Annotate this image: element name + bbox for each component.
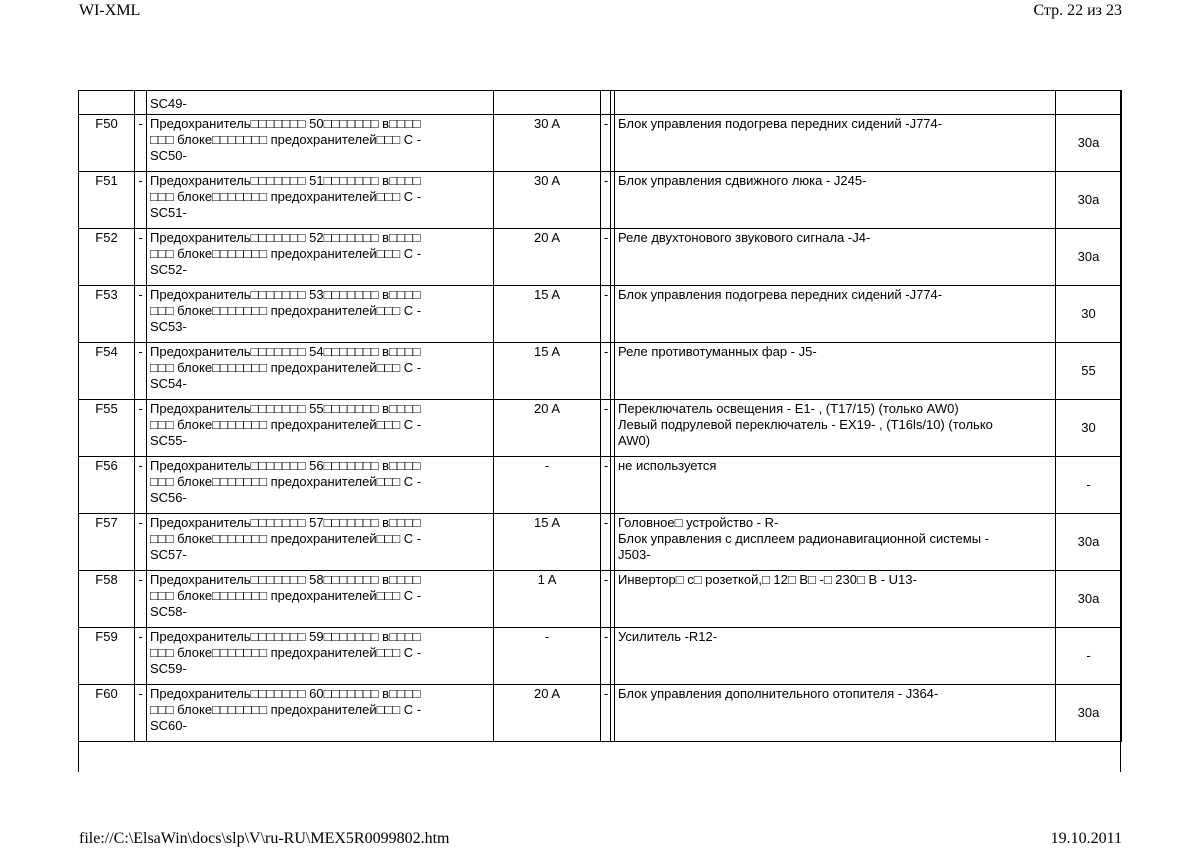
fuse-description-line: SC57- <box>150 547 187 562</box>
consumer-line: Левый подрулевой переключатель - EX19- , (T16ls/10) (только <box>618 417 993 432</box>
terminal-value: 30a <box>1056 685 1122 742</box>
fuse-description-cell <box>147 115 494 172</box>
table-row <box>79 514 1122 571</box>
fuse-description-line: □□□ блоке□□□□□□□ предохранителей□□□ C - <box>150 588 422 603</box>
fuse-amperage: 15 A <box>494 514 601 571</box>
fuse-description-line: □□□ блоке□□□□□□□ предохранителей□□□ C - <box>150 246 422 261</box>
consumer-cell <box>615 514 1056 571</box>
consumer-line: Усилитель -R12- <box>618 629 718 644</box>
fuse-amperage: - <box>494 628 601 685</box>
table-row <box>79 115 1122 172</box>
fuse-description-line: □□□ блоке□□□□□□□ предохранителей□□□ C - <box>150 132 422 147</box>
dash-cell: - <box>601 286 611 343</box>
table-row <box>79 343 1122 400</box>
dash-cell: - <box>135 628 147 685</box>
table-row <box>79 628 1122 685</box>
dash-cell: - <box>601 400 611 457</box>
consumer-line: не используется <box>618 458 717 473</box>
fuse-id: F50 <box>79 115 135 172</box>
dash-cell: - <box>135 172 147 229</box>
terminal-value: 30a <box>1056 115 1122 172</box>
consumer-line: Реле противотуманных фар - J5- <box>618 344 817 359</box>
fuse-id: F58 <box>79 571 135 628</box>
fuse-description-line: SC50- <box>150 148 187 163</box>
consumer-cell <box>615 91 1056 115</box>
table-row <box>79 571 1122 628</box>
amperage-cell <box>494 91 601 115</box>
fuse-amperage: 30 A <box>494 172 601 229</box>
fuse-amperage: 20 A <box>494 400 601 457</box>
dash-cell: - <box>135 685 147 742</box>
consumer-line: Блок управления сдвижного люка - J245- <box>618 173 867 188</box>
dash-cell: - <box>601 571 611 628</box>
fuse-amperage: 30 A <box>494 115 601 172</box>
table-row <box>79 457 1122 514</box>
fuse-description-line: □□□ блоке□□□□□□□ предохранителей□□□ C - <box>150 303 422 318</box>
fuse-description-line: SC53- <box>150 319 187 334</box>
fuse-description-line: Предохранитель□□□□□□□ 58□□□□□□□ в□□□□ <box>150 572 421 587</box>
terminal-value: 55 <box>1056 343 1122 400</box>
fuse-amperage: 15 A <box>494 343 601 400</box>
terminal-value: 30a <box>1056 229 1122 286</box>
fuse-description-line: SC55- <box>150 433 187 448</box>
dash-cell: - <box>601 457 611 514</box>
consumer-cell <box>615 115 1056 172</box>
terminal-value: 30a <box>1056 514 1122 571</box>
fuse-description-cell <box>147 400 494 457</box>
fuse-description-line: Предохранитель□□□□□□□ 57□□□□□□□ в□□□□ <box>150 515 421 530</box>
consumer-cell <box>615 400 1056 457</box>
fuse-id: F60 <box>79 685 135 742</box>
fuse-description-line: SC52- <box>150 262 187 277</box>
dash-cell: - <box>135 400 147 457</box>
fuse-description-cell <box>147 91 494 115</box>
fuse-id: F54 <box>79 343 135 400</box>
dash-cell <box>135 91 147 115</box>
consumer-line: J503- <box>618 547 651 562</box>
print-date: 19.10.2011 <box>1050 830 1122 847</box>
consumer-line: Переключатель освещения - E1- , (T17/15) (только AW0) <box>618 401 959 416</box>
fuse-description-cell <box>147 229 494 286</box>
fuse-id: F52 <box>79 229 135 286</box>
terminal-value: 30a <box>1056 571 1122 628</box>
dash-cell: - <box>601 685 611 742</box>
fuse-description-cell <box>147 286 494 343</box>
fuse-id: F59 <box>79 628 135 685</box>
consumer-cell <box>615 457 1056 514</box>
fuse-description-line: Предохранитель□□□□□□□ 53□□□□□□□ в□□□□ <box>150 287 421 302</box>
dash-cell: - <box>135 571 147 628</box>
dash-cell: - <box>601 115 611 172</box>
dash-cell: - <box>135 457 147 514</box>
dash-cell: - <box>601 514 611 571</box>
consumer-cell <box>615 343 1056 400</box>
table-row <box>79 286 1122 343</box>
fuse-amperage: 1 A <box>494 571 601 628</box>
consumer-cell <box>615 172 1056 229</box>
dash-cell: - <box>135 514 147 571</box>
fuse-description-line: SC51- <box>150 205 187 220</box>
consumer-line: Блок управления дополнительного отопителя - J364- <box>618 686 939 701</box>
table-row <box>79 172 1122 229</box>
dash-cell: - <box>601 343 611 400</box>
consumer-cell <box>615 685 1056 742</box>
consumer-line: Блок управления подогрева передних сидений -J774- <box>618 116 943 131</box>
consumer-cell <box>615 229 1056 286</box>
fuse-description-cell <box>147 514 494 571</box>
fuse-description-line: Предохранитель□□□□□□□ 55□□□□□□□ в□□□□ <box>150 401 421 416</box>
fuse-description-cell <box>147 343 494 400</box>
fuse-description-line: SC54- <box>150 376 187 391</box>
consumer-line: Блок управления подогрева передних сидений -J774- <box>618 287 943 302</box>
consumer-line: Реле двухтонового звукового сигнала -J4- <box>618 230 871 245</box>
fuse-id: F55 <box>79 400 135 457</box>
fuse-id: F53 <box>79 286 135 343</box>
consumer-line: AW0) <box>618 433 651 448</box>
fuse-description-line: SC56- <box>150 490 187 505</box>
fuse-amperage: 20 A <box>494 229 601 286</box>
fuse-id-cell <box>79 91 135 115</box>
terminal-value: - <box>1056 457 1122 514</box>
consumer-line: Блок управления с дисплеем радионавигационной системы - <box>618 531 989 546</box>
table-row <box>79 229 1122 286</box>
dash-cell: - <box>135 343 147 400</box>
table-row <box>79 685 1122 742</box>
terminal-value: 30a <box>1056 172 1122 229</box>
fuse-table <box>78 90 1122 742</box>
dash-cell <box>601 91 611 115</box>
fuse-description-line: Предохранитель□□□□□□□ 59□□□□□□□ в□□□□ <box>150 629 421 644</box>
dash-cell: - <box>135 229 147 286</box>
fuse-amperage: - <box>494 457 601 514</box>
consumer-cell <box>615 628 1056 685</box>
fuse-amperage: 15 A <box>494 286 601 343</box>
fuse-description-line: SC49- <box>150 96 187 111</box>
fuse-description-line: □□□ блоке□□□□□□□ предохранителей□□□ C - <box>150 645 422 660</box>
file-path: file://C:\ElsaWin\docs\slp\V\ru-RU\MEX5R0099802.htm <box>79 830 450 847</box>
fuse-amperage: 20 A <box>494 685 601 742</box>
dash-cell: - <box>601 229 611 286</box>
fuse-description-line: □□□ блоке□□□□□□□ предохранителей□□□ C - <box>150 474 422 489</box>
fuse-description-line: □□□ блоке□□□□□□□ предохранителей□□□ C - <box>150 360 422 375</box>
consumer-cell <box>615 286 1056 343</box>
fuse-description-line: Предохранитель□□□□□□□ 56□□□□□□□ в□□□□ <box>150 458 421 473</box>
dash-cell: - <box>135 115 147 172</box>
fuse-description-cell <box>147 571 494 628</box>
dash-cell: - <box>601 628 611 685</box>
fuse-description-line: □□□ блоке□□□□□□□ предохранителей□□□ C - <box>150 702 422 717</box>
fuse-description-cell <box>147 628 494 685</box>
fuse-description-line: □□□ блоке□□□□□□□ предохранителей□□□ C - <box>150 189 422 204</box>
fuse-description-line: Предохранитель□□□□□□□ 52□□□□□□□ в□□□□ <box>150 230 421 245</box>
header-title: WI-XML <box>79 2 141 19</box>
consumer-line: Инвертор□ с□ розеткой,□ 12□ В□ -□ 230□ В - U13- <box>618 572 917 587</box>
fuse-description-line: □□□ блоке□□□□□□□ предохранителей□□□ C - <box>150 417 422 432</box>
fuse-description-line: Предохранитель□□□□□□□ 54□□□□□□□ в□□□□ <box>150 344 421 359</box>
fuse-description-line: □□□ блоке□□□□□□□ предохранителей□□□ C - <box>150 531 422 546</box>
fuse-description-line: Предохранитель□□□□□□□ 50□□□□□□□ в□□□□ <box>150 116 421 131</box>
table-row <box>79 400 1122 457</box>
fuse-description-cell <box>147 172 494 229</box>
table-row-continuation <box>79 91 1122 115</box>
fuse-description-line: SC60- <box>150 718 187 733</box>
page-number: Стр. 22 из 23 <box>1033 2 1122 19</box>
terminal-cell <box>1056 91 1122 115</box>
terminal-value: 30 <box>1056 286 1122 343</box>
consumer-cell <box>615 571 1056 628</box>
fuse-id: F57 <box>79 514 135 571</box>
fuse-description-cell <box>147 457 494 514</box>
fuse-id: F56 <box>79 457 135 514</box>
fuse-description-line: Предохранитель□□□□□□□ 60□□□□□□□ в□□□□ <box>150 686 421 701</box>
consumer-line: Головное□ устройство - R- <box>618 515 779 530</box>
fuse-description-line: SC59- <box>150 661 187 676</box>
fuse-id: F51 <box>79 172 135 229</box>
fuse-description-line: Предохранитель□□□□□□□ 51□□□□□□□ в□□□□ <box>150 173 421 188</box>
fuse-description-cell <box>147 685 494 742</box>
terminal-value: - <box>1056 628 1122 685</box>
dash-cell: - <box>601 172 611 229</box>
fuse-description-line: SC58- <box>150 604 187 619</box>
terminal-value: 30 <box>1056 400 1122 457</box>
dash-cell: - <box>135 286 147 343</box>
